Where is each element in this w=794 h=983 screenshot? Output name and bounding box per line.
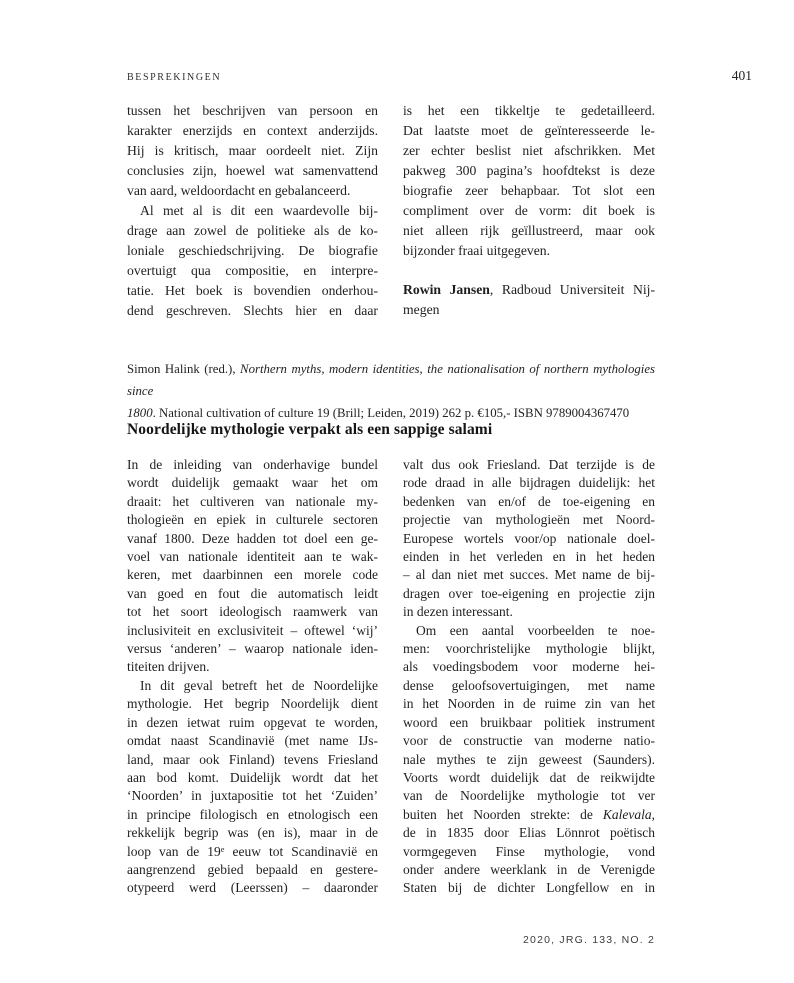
text-line: in het Noorden in de ruime zin van het (403, 696, 655, 712)
text-line: bijzonder fraai uitgegeven. (403, 243, 551, 258)
text-line: compliment over de vorm: dit boek is (403, 203, 655, 218)
text-line: valt dus ook Friesland. Dat terzijde is de (403, 457, 655, 472)
page-number: 401 (731, 68, 752, 83)
text-line: mythologie. Het begrip Noordelijk dient (127, 696, 378, 712)
paragraph (127, 677, 378, 898)
paragraph (403, 622, 655, 898)
text-line: onder andere weerklank in de Verenigde (403, 861, 655, 877)
citation-title-italic-continued: 1800 (127, 406, 153, 420)
text-line: Europese wortels voor/op nationale doel- (403, 530, 655, 546)
text-line: bedenken van en/of de toe-eigening en (403, 493, 655, 509)
text-line: titeiten drijven. (127, 659, 210, 675)
text-line: projectie van mythologieën met Noord- (403, 512, 655, 528)
text-line: Rowin Jansen, Radboud Universiteit Nij- (403, 282, 656, 297)
text-line: In dit geval betreft het de Noordelijke (140, 677, 378, 693)
text-line: de in 1835 door Elias Lönnrot poëtisch (403, 825, 655, 841)
text-line: inclusiviteit en exclusiviteit – oftewel ‘wij’ (127, 622, 378, 638)
text-line: einden in het verleden en in het heden (403, 549, 655, 565)
text-line: dend geschreven. Slechts hier en daar (127, 303, 378, 318)
text-line: aan bod komt. Duidelijk wordt dat het (127, 769, 378, 785)
previous-review-end (127, 101, 655, 321)
text-line: drage aan zowel de politieke als de ko- (127, 223, 378, 238)
text-line: tot het soort ideologisch raamwerk van (127, 604, 378, 620)
text-line: omdat naast Scandinavië (met name IJs- (127, 733, 378, 749)
text-line: voel van nationale identiteit aan te wak- (127, 549, 378, 565)
text-line: conclusies zijn, hoewel wat samenvattend (127, 163, 378, 178)
text-line: rode draad in alle bijdragen duidelijk: het (403, 475, 655, 491)
citation-editor: Simon Halink (red.), (127, 362, 241, 376)
text-line: men: voorchristelijke mythologie blijkt, (403, 641, 655, 657)
paragraph (403, 101, 655, 261)
text-line: is het een tikkeltje te gedetailleerd. (403, 103, 655, 118)
text-line: wordt duidelijk gemaakt waar het om (127, 475, 378, 491)
body-left-column (127, 456, 378, 898)
text-line: woord een bruikbaar politiek instrument (403, 714, 655, 730)
text-line: Dat laatste moet de geïnteresseerde le- (403, 123, 655, 138)
paragraph (403, 280, 655, 320)
text-line: aangrenzend gebied bepaald en gestere- (127, 861, 378, 877)
text-line: in principe filologisch en etnologisch een (127, 806, 378, 822)
body-right-column (403, 456, 655, 898)
text-line: van goed en fout die automatisch leidt (127, 585, 378, 601)
text-line: biografie zeer behapbaar. Tot slot een (403, 183, 655, 198)
text-line: draait: het cultiveren van nationale my- (127, 493, 378, 509)
text-line: zer echter beslist niet afschrikken. Met (403, 143, 655, 158)
text-line: nale mythes te zijn geweest (Saunders). (403, 751, 655, 767)
top-right-column (403, 101, 655, 321)
text-line: loop van de 19e eeuw tot Scandinavië en (127, 843, 378, 859)
text-line: Om een aantal voorbeelden te noe- (416, 622, 655, 638)
text-line: als voedingsbodem voor moderne hei- (403, 659, 655, 675)
text-line: in dezen ietwat ruim opgevat te worden, (127, 714, 378, 730)
text-line: voor de constructie van moderne natio- (403, 733, 655, 749)
text-line: dragen over toe-eigening en projectie zijn (403, 585, 655, 601)
paragraph (127, 201, 378, 321)
text-line: ‘Noorden’ in juxtapositie tot het ‘Zuiden’ (127, 788, 378, 804)
paragraph (403, 456, 655, 622)
text-line: niet alleen rijk geïllustreerd, maar ook (403, 223, 655, 238)
text-line: tussen het beschrijven van persoon en (127, 103, 378, 118)
text-line: keren, met daarbinnen een morele code (127, 567, 378, 583)
paragraph (127, 456, 378, 677)
text-line: dense geloofsovertuigingen, met name (403, 677, 655, 693)
issue-info: 2020, JRG. 133, NO. 2 (522, 934, 655, 946)
text-line: vanaf 1800. Deze hadden tot doel een ge- (127, 530, 378, 546)
text-line: van de Noordelijke mythologie tot ver (403, 788, 655, 804)
text-line: vormgegeven Finse mythologie, vond (403, 843, 655, 859)
review-body (127, 456, 655, 898)
text-line: rekkelijk begrip was (en is), maar in de (127, 825, 378, 841)
text-line: thologieën en epiek in culturele sectoren (127, 512, 378, 528)
text-line: Hij is kritisch, maar oordeelt niet. Zijn (127, 143, 378, 158)
text-line: In de inleiding van onderhavige bundel (127, 457, 378, 472)
book-citation (127, 358, 655, 424)
citation-line-1 (127, 358, 655, 402)
text-line: in dezen interessant. (403, 604, 513, 620)
text-line: otypeerd werd (Leerssen) – daaronder (127, 880, 378, 896)
text-line: buiten het Noorden strekte: de Kalevala, (403, 806, 655, 822)
citation-title-italic: Northern myths, modern identities, the nationalisation of northern mythologies since (127, 362, 655, 398)
text-line: Staten bij de dichter Longfellow en in (403, 880, 655, 896)
text-line: Al met al is dit een waardevolle bij- (140, 203, 378, 218)
running-head: BESPREKINGEN (127, 72, 222, 83)
top-left-column (127, 101, 378, 321)
paragraph (127, 101, 378, 201)
text-line: Voorts wordt duidelijk dat de reikwijdte (403, 769, 655, 785)
page-footer (127, 934, 655, 946)
text-line: land, maar ook Finland) tevens Friesland (127, 751, 378, 767)
text-line: megen (403, 302, 440, 317)
text-line: pakweg 300 pagina’s hoofdtekst is deze (403, 163, 655, 178)
text-line: overtuigt qua compositie, en interpre- (127, 263, 378, 278)
page-header (127, 68, 752, 84)
text-line: loniale geschiedschrijving. De biografie (127, 243, 378, 258)
text-line: – al dan niet met succes. Met name de bij- (403, 567, 655, 583)
text-line: tatie. Het boek is bovendien onderhou- (127, 283, 378, 298)
text-line: van aard, weldoordacht en gebalanceerd. (127, 183, 351, 198)
text-line: karakter enerzijds en context anderzijds. (127, 123, 378, 138)
review-title: Noordelijke mythologie verpakt als een sappige salami (127, 421, 493, 438)
citation-publication-details: . National cultivation of culture 19 (Brill; Leiden, 2019) 262 p. €105,- ISBN 9789004367470 (152, 406, 630, 420)
text-line: versus ‘anderen’ – waarop nationale iden- (127, 641, 378, 657)
